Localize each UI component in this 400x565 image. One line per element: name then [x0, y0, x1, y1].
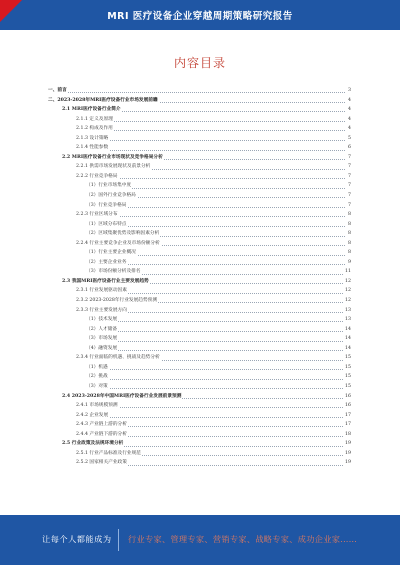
- toc-page-number: 13: [344, 306, 351, 316]
- toc-entry[interactable]: [48, 172, 351, 182]
- toc-entry-label: （2）人才储备: [86, 325, 118, 335]
- toc-page-number: 7: [347, 201, 351, 211]
- toc-page-number: 9: [347, 258, 351, 268]
- toc-page-number: 19: [344, 458, 351, 468]
- toc-entry-label: 2.4.4 产业链下游的分析: [76, 430, 128, 440]
- toc-entry-label: 2.1.2 构成及作用: [76, 124, 114, 134]
- toc-page-number: 4: [347, 105, 351, 115]
- toc-entry-label: 2.3.2 2023-2028年行业发展趋势预测: [76, 296, 158, 306]
- toc-page-number: 8: [347, 248, 351, 258]
- toc-entry[interactable]: [48, 458, 351, 468]
- toc-page-number: 11: [344, 267, 351, 277]
- toc-entry-label: （2）挑战: [86, 372, 109, 382]
- toc-entry[interactable]: [48, 363, 351, 373]
- toc-leader-dots: [86, 331, 345, 332]
- toc-entry-label: 2.2 MRI医疗设备行业市场现状及竞争格局分析: [62, 153, 164, 163]
- toc-entry[interactable]: [48, 286, 351, 296]
- toc-entry-label: （3）对策: [86, 382, 109, 392]
- toc-entry[interactable]: [48, 306, 351, 316]
- toc-page-number: 19: [344, 449, 351, 459]
- toc-page-number: 12: [344, 296, 351, 306]
- toc-entry[interactable]: [48, 239, 351, 249]
- toc-entry-label: 2.4.1 市场规模预测: [76, 401, 119, 411]
- toc-page-number: 4: [347, 96, 351, 106]
- toc-entry-label: 2.2.3 行业区域分布: [76, 210, 119, 220]
- toc-leader-dots: [76, 140, 345, 141]
- toc-entry[interactable]: [48, 86, 351, 96]
- toc-entry[interactable]: [48, 124, 351, 134]
- toc-entry[interactable]: [48, 353, 351, 363]
- toc-entry[interactable]: [48, 105, 351, 115]
- toc-leader-dots: [86, 369, 345, 370]
- toc-page-number: 8: [347, 229, 351, 239]
- toc-entry[interactable]: [48, 181, 351, 191]
- toc-leader-dots: [48, 92, 345, 93]
- toc-entry[interactable]: [48, 153, 351, 163]
- toc-entry-label: 2.4.3 产业链上游的分析: [76, 420, 128, 430]
- toc-leader-dots: [76, 150, 345, 151]
- toc-page-number: 14: [344, 334, 351, 344]
- toc-entry[interactable]: [48, 248, 351, 258]
- toc-page-number: 14: [344, 325, 351, 335]
- toc-page-number: 17: [344, 420, 351, 430]
- toc-entry-label: 2.5.1 行业产品标准及行业规范: [76, 449, 142, 459]
- toc-page-number: 7: [347, 153, 351, 163]
- toc-entry[interactable]: [48, 115, 351, 125]
- toc-page-number: 15: [344, 382, 351, 392]
- toc-entry-label: 2.1 MRI医疗设备行业简介: [62, 105, 122, 115]
- toc-page-number: 7: [347, 162, 351, 172]
- toc-entry-label: 2.4.2 企业发展: [76, 411, 109, 421]
- toc-heading: 内容目录: [173, 56, 226, 70]
- toc-entry[interactable]: [48, 96, 351, 106]
- toc-entry-label: 2.1.3 设计策略: [76, 134, 109, 144]
- toc-page-number: 16: [344, 401, 351, 411]
- toc-page-number: 4: [347, 124, 351, 134]
- toc-entry-label: 2.5.2 国家相关产业政策: [76, 458, 128, 468]
- toc-entry[interactable]: [48, 392, 351, 402]
- toc-entry[interactable]: [48, 334, 351, 344]
- toc-entry-label: （4）融资发展: [86, 344, 118, 354]
- toc-page-number: 7: [347, 172, 351, 182]
- toc-page-number: 7: [347, 191, 351, 201]
- toc-entry-label: （3）市场份额分析及排名: [86, 267, 142, 277]
- toc-entry[interactable]: [48, 229, 351, 239]
- toc-entry-label: 2.3.3 行业主要发展方向: [76, 306, 128, 316]
- toc-entry[interactable]: [48, 220, 351, 230]
- toc-entry-label: （3）市场发展: [86, 334, 118, 344]
- toc-page-number: 15: [344, 372, 351, 382]
- toc-page-number: 12: [344, 277, 351, 287]
- toc-page-number: 14: [344, 344, 351, 354]
- toc-entry-label: （2）国外行业竞争格局: [86, 191, 137, 201]
- toc-entry-label: 2.2.4 行业主要竞争企业及市场份额分析: [76, 239, 161, 249]
- toc-entry[interactable]: [48, 411, 351, 421]
- toc-entry[interactable]: [48, 267, 351, 277]
- toc-page-number: 15: [344, 363, 351, 373]
- footer-tagline: 行业专家、管理专家、营销专家、战略专家、成功企业家……: [128, 534, 358, 544]
- toc-entry[interactable]: [48, 191, 351, 201]
- toc-entry[interactable]: [48, 258, 351, 268]
- toc-entry[interactable]: [48, 201, 351, 211]
- toc-entry-label: 2.5 行业政策及法规环境分析: [62, 439, 124, 449]
- toc-page-number: 8: [347, 220, 351, 230]
- report-title: MRI 医疗设备企业穿越周期策略研究报告: [107, 11, 293, 22]
- toc-page-number: 16: [344, 392, 351, 402]
- toc-entry[interactable]: [48, 430, 351, 440]
- toc-entry[interactable]: [48, 372, 351, 382]
- toc-entry[interactable]: [48, 296, 351, 306]
- toc-entry-label: （1）区域分布特点: [86, 220, 127, 230]
- toc-leader-dots: [86, 350, 345, 351]
- toc-entry-label: （1）行业市场集中度: [86, 181, 132, 191]
- toc-entry-label: 2.1.1 定义及原理: [76, 115, 114, 125]
- toc-entry-label: 二、2023-2028年MRI医疗设备行业市场发展前瞻: [48, 96, 159, 106]
- toc-page-number: 3: [347, 86, 351, 96]
- toc-page-number: 7: [347, 181, 351, 191]
- toc-entry[interactable]: [48, 210, 351, 220]
- toc-page-number: 8: [347, 210, 351, 220]
- footer-slogan: 让每个人都能成为: [42, 534, 112, 544]
- toc-entry[interactable]: [48, 401, 351, 411]
- toc-entry[interactable]: [48, 143, 351, 153]
- toc-entry-label: 2.3.1 行业发展驱动因素: [76, 286, 128, 296]
- toc-leader-dots: [86, 321, 345, 322]
- toc-entry[interactable]: [48, 449, 351, 459]
- toc-page-number: 15: [344, 353, 351, 363]
- toc-entry[interactable]: [48, 344, 351, 354]
- table-of-contents: [48, 86, 351, 468]
- toc-entry[interactable]: [48, 134, 351, 144]
- toc-entry-label: （3）行业竞争格局: [86, 201, 127, 211]
- toc-entry-label: 2.1.4 性能参数: [76, 143, 109, 153]
- toc-page-number: 5: [347, 134, 351, 144]
- toc-page-number: 18: [344, 430, 351, 440]
- toc-entry-label: 2.3.4 行业面临的机遇、挑战及趋势分析: [76, 353, 161, 363]
- toc-entry[interactable]: [48, 382, 351, 392]
- footer-bar: [0, 515, 400, 565]
- toc-entry-label: （1）技术发展: [86, 315, 118, 325]
- toc-page-number: 17: [344, 411, 351, 421]
- report-header-bar: [0, 0, 400, 30]
- toc-page-number: 13: [344, 315, 351, 325]
- toc-entry-label: （1）机遇: [86, 363, 109, 373]
- toc-leader-dots: [86, 388, 345, 389]
- toc-leader-dots: [86, 379, 345, 380]
- toc-entry-label: （2）主要企业业务: [86, 258, 127, 268]
- footer-divider: [118, 529, 119, 551]
- toc-page-number: 6: [347, 143, 351, 153]
- toc-entry[interactable]: [48, 439, 351, 449]
- toc-entry-label: （2）区域集聚优势及影响因素分析: [86, 229, 160, 239]
- toc-page-number: 12: [344, 286, 351, 296]
- toc-leader-dots: [86, 341, 345, 342]
- toc-entry-label: 2.2.2 行业竞争格局: [76, 172, 119, 182]
- toc-entry[interactable]: [48, 162, 351, 172]
- toc-leader-dots: [76, 417, 345, 418]
- toc-entry-label: （1）行业主要企业概况: [86, 248, 137, 258]
- toc-page-number: 4: [347, 115, 351, 125]
- toc-entry[interactable]: [48, 420, 351, 430]
- toc-leader-dots: [76, 130, 345, 131]
- toc-leader-dots: [76, 121, 345, 122]
- toc-entry[interactable]: [48, 315, 351, 325]
- toc-entry[interactable]: [48, 277, 351, 287]
- toc-page-number: 19: [344, 439, 351, 449]
- toc-page-number: 8: [347, 239, 351, 249]
- toc-entry-label: 2.3 我国MRI医疗设备行业主要发展趋势: [62, 277, 150, 287]
- toc-entry-label: 2.4 2023-2028年中国MRI医疗设备行业发展前景预测: [62, 392, 182, 402]
- toc-entry-label: 一、前言: [48, 86, 68, 96]
- toc-entry-label: 2.2.1 供需市场发展现状及前景分析: [76, 162, 151, 172]
- toc-entry[interactable]: [48, 325, 351, 335]
